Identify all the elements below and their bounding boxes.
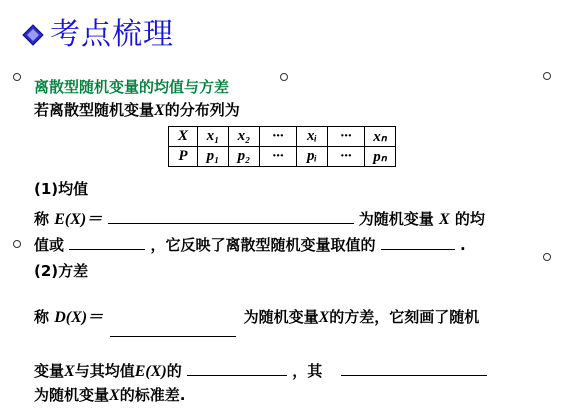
slide-handle-dot <box>13 240 21 248</box>
mean-blank[interactable] <box>108 209 354 224</box>
diamond-bullet-icon <box>22 24 44 46</box>
var-var: X <box>318 309 330 326</box>
var-pre: 称 <box>34 308 50 326</box>
distribution-table <box>168 126 396 167</box>
table-cell: pₙ <box>365 147 396 167</box>
var3-pre: 变量 <box>34 362 65 380</box>
intro-line <box>34 99 240 120</box>
table-cell: ··· <box>328 147 365 167</box>
mean-pre: 称 <box>34 210 50 228</box>
mean-post1: 为随机变量 <box>358 210 434 228</box>
slide-handle-dot <box>543 253 551 261</box>
table-cell: p₁ <box>198 147 229 167</box>
var-post1: 为随机变量 <box>243 308 319 326</box>
mean2-pre: 值或 <box>34 236 65 254</box>
var-expr: D(X)＝ <box>54 309 104 326</box>
part1-label: (1)均值 <box>34 180 89 198</box>
var4-pre: 为随机变量 <box>34 386 110 404</box>
table-cell: x₁ <box>198 127 229 147</box>
variance-blank[interactable] <box>110 322 236 337</box>
mean2-blank[interactable] <box>69 235 145 250</box>
title-row <box>22 16 174 54</box>
var3-var: X <box>64 363 75 380</box>
table-cell: xᵢ <box>297 127 328 147</box>
slide-handle-dot <box>543 72 551 80</box>
part2-label: (2)方差 <box>34 262 89 280</box>
var3-blank[interactable] <box>187 361 287 376</box>
mean2-end: . <box>459 236 466 254</box>
mean-line-2 <box>34 234 466 255</box>
mean-line <box>34 206 485 229</box>
table-cell: ··· <box>328 127 365 147</box>
mean2-mid: ，它反映了离散型随机变量取值的 <box>150 236 376 254</box>
var3-mid: 与其均值 <box>74 362 135 380</box>
section-heading: 离散型随机变量的均值与方差 <box>34 78 230 96</box>
var3-post: 的 <box>166 362 182 380</box>
var4-post: 的标准差. <box>119 386 186 404</box>
table-cell: pᵢ <box>297 147 328 167</box>
table-cell: x₂ <box>229 127 260 147</box>
table-cell: ··· <box>260 127 297 147</box>
var3-blank-2[interactable] <box>341 361 487 376</box>
table-cell: p₂ <box>229 147 260 167</box>
table-row <box>169 127 396 147</box>
var3-expr: E(X) <box>134 363 167 380</box>
mean-post2: 的均 <box>454 210 485 228</box>
page-title: 考点梳理 <box>50 17 174 52</box>
slide-handle-dot <box>13 73 21 81</box>
intro-post: 的分布列为 <box>164 101 240 119</box>
var-post2: 的方差，它刻画了随机 <box>329 308 480 326</box>
intro-var: X <box>154 102 165 119</box>
mean-expr: E(X)＝ <box>54 211 103 228</box>
var3-post2: ，其 <box>292 362 323 380</box>
table-row <box>169 147 396 167</box>
table-cell: X <box>169 127 198 147</box>
variance-line-4 <box>34 384 185 405</box>
intro-pre: 若离散型随机变量 <box>34 101 155 119</box>
variance-line-3 <box>34 360 487 381</box>
table-cell: P <box>169 147 198 167</box>
var4-var: X <box>109 387 120 404</box>
slide-handle-dot <box>280 73 288 81</box>
mean-var: X <box>438 211 450 228</box>
variance-line <box>34 304 479 327</box>
mean2-blank-2[interactable] <box>381 235 455 250</box>
table-cell: ··· <box>260 147 297 167</box>
table-cell: xₙ <box>365 127 396 147</box>
